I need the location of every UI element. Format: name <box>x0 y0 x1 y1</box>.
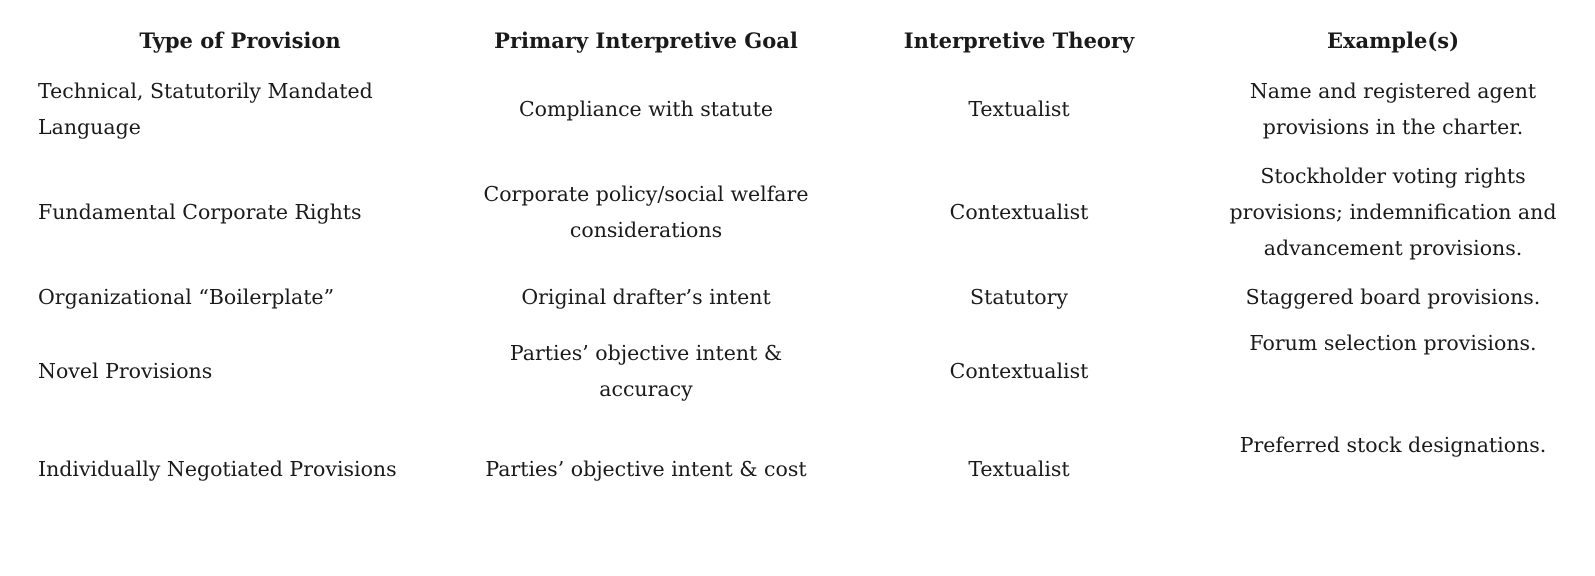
table-header-row <box>24 22 1584 63</box>
table-row <box>24 325 1584 417</box>
cell-theory: Contextualist <box>949 200 1089 224</box>
cell-goal: Parties’ objective intent & cost <box>485 457 807 481</box>
cell-goal: Corporate policy/social welfare considerations <box>483 182 809 242</box>
cell-example: Forum selection provisions. <box>1249 331 1537 355</box>
header-type-of-provision: Type of Provision <box>139 28 341 53</box>
header-primary-interpretive-goal: Primary Interpretive Goal <box>494 28 798 53</box>
table-row <box>24 417 1584 521</box>
provisions-table-container <box>24 22 1584 521</box>
table-row <box>24 269 1584 325</box>
cell-type: Novel Provisions <box>38 359 213 383</box>
table-row <box>24 63 1584 155</box>
cell-goal: Compliance with statute <box>518 97 774 121</box>
cell-theory: Textualist <box>968 97 1070 121</box>
cell-example: Name and registered agent provisions in the charter. <box>1249 79 1537 139</box>
cell-theory: Textualist <box>968 457 1070 481</box>
cell-example: Staggered board provisions. <box>1245 285 1541 309</box>
cell-theory: Statutory <box>970 285 1068 309</box>
cell-example: Stockholder voting rights provisions; indemnification and advancement provisions. <box>1229 164 1557 260</box>
cell-goal: Parties’ objective intent & accuracy <box>509 341 783 401</box>
cell-type: Technical, Statutorily Mandated Language <box>38 79 373 139</box>
cell-type: Individually Negotiated Provisions <box>38 457 397 481</box>
provisions-table <box>24 22 1584 521</box>
cell-theory: Contextualist <box>949 359 1089 383</box>
table-row <box>24 155 1584 269</box>
cell-example: Preferred stock designations. <box>1239 433 1547 457</box>
header-interpretive-theory: Interpretive Theory <box>903 28 1135 53</box>
header-examples: Example(s) <box>1326 28 1460 53</box>
cell-type: Organizational “Boilerplate” <box>38 285 335 309</box>
cell-type: Fundamental Corporate Rights <box>38 200 362 224</box>
cell-goal: Original drafter’s intent <box>521 285 771 309</box>
